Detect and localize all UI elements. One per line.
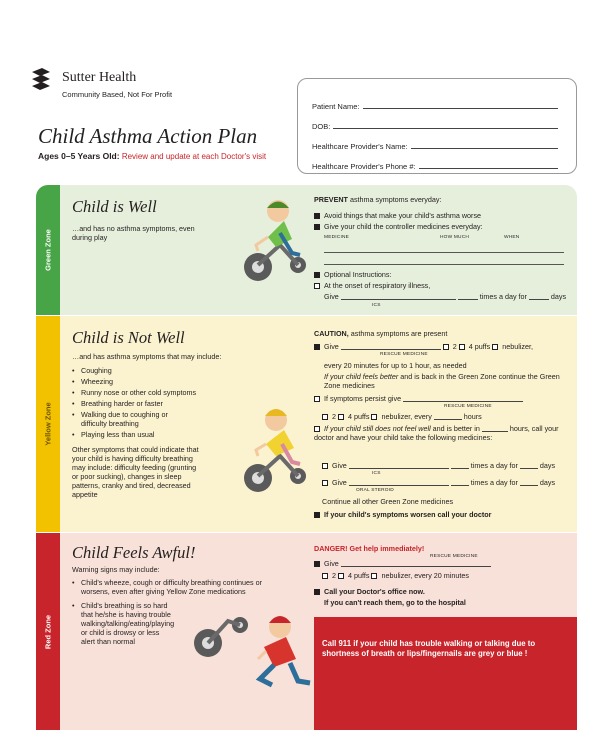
green-col-how-much: HOW MUCH (440, 235, 470, 240)
red-hospital: If you can't reach them, go to the hospital (324, 598, 466, 607)
yellow-worsen: If your child's symptoms worsen call your doctor (314, 510, 491, 519)
red-options: 2 4 puffs nebulizer, every 20 minutes (322, 571, 469, 580)
green-zone-right (314, 185, 577, 315)
age-range: Ages 0–5 Years Old: (38, 151, 120, 161)
green-zone-desc: …and has no asthma symptoms, even during play (72, 224, 195, 242)
warning-sign-item: • Child's wheeze, cough or difficulty breathing continues or worsens, even after giving Yellow Zone medications (81, 578, 281, 596)
green-zone-band (36, 185, 60, 315)
org-name: Sutter Health (62, 70, 137, 85)
symptom-item: • Playing less than usual (81, 430, 211, 439)
green-med-line-1[interactable] (324, 252, 564, 253)
bullet-square-icon (314, 272, 320, 278)
green-zone-left (60, 185, 314, 315)
yellow-zone-right (314, 316, 577, 532)
subtitle (38, 151, 266, 161)
patient-name-label: Patient Name: (312, 102, 360, 111)
yellow-if-better: If your child feels better and is back in the Green Zone continue the Green Zone medicines (324, 372, 560, 390)
green-ics-label: ICS (372, 303, 381, 308)
bullet-square-icon (314, 213, 320, 219)
yellow-persist: If symptoms persist give (314, 394, 523, 403)
yellow-continue: Continue all other Green Zone medicines (322, 497, 454, 506)
patient-info-box (297, 78, 577, 174)
provider-phone-field[interactable] (419, 161, 558, 169)
red-zone-label: Red Zone (43, 614, 53, 649)
symptom-item: • Wheezing (81, 377, 211, 386)
checkbox[interactable] (314, 283, 320, 289)
yellow-every20: every 20 minutes for up to 1 hour, as needed (324, 361, 467, 370)
yellow-oral-steroid-label: ORAL STEROID (356, 488, 394, 493)
green-optional: Optional Instructions: (314, 270, 392, 279)
green-heading: PREVENT asthma symptoms everyday: (314, 195, 442, 204)
green-avoid: Avoid things that make your child's asthma worse (314, 211, 481, 220)
provider-name-row (312, 131, 576, 151)
sutter-health-logo-icon (28, 66, 54, 92)
green-give-row: Give times a day for days (324, 292, 567, 301)
red-zone-left (60, 533, 314, 730)
provider-phone-label: Healthcare Provider's Phone #: (312, 162, 416, 171)
yellow-zone-left (60, 316, 314, 532)
page-title: Child Asthma Action Plan (38, 124, 258, 148)
red-zone-band (36, 533, 60, 730)
call-911-text: Call 911 if your child has trouble walking or talking due to shortness of breath or lips/fingernails are grey or blue ! (322, 639, 536, 658)
child-fallen-off-tricycle-icon (178, 595, 316, 691)
warning-sign-item: • Child's breathing is so hard that he/she is having trouble walking/talking/eating/playing or child is drowsy or less alert than normal (81, 601, 171, 646)
call-911-box (314, 617, 577, 730)
org-tagline: Community Based, Not For Profit (62, 90, 173, 99)
green-med-line-2[interactable] (324, 264, 564, 265)
yellow-not-well: If your child still does not feel well and is better in hours, call your doctor and have your child take the following medicines: (314, 424, 559, 442)
red-zone-desc: Warning signs may include: (72, 565, 160, 574)
provider-name-label: Healthcare Provider's Name: (312, 142, 408, 151)
green-zone-label: Green Zone (43, 229, 53, 271)
red-zone-title: Child Feels Awful! (72, 543, 196, 562)
yellow-zone-desc: …and has asthma symptoms that may include: (72, 352, 222, 361)
yellow-zone-label: Yellow Zone (43, 402, 53, 446)
review-note: Review and update at each Doctor's visit (121, 152, 267, 161)
child-on-tricycle-sick-icon (236, 386, 316, 496)
yellow-oral-row: Give times a day for days (322, 478, 555, 487)
yellow-give-row: Give 2 4 puffs nebulizer, (314, 342, 533, 351)
patient-name-row (312, 91, 576, 111)
red-zone (36, 532, 577, 730)
yellow-heading: CAUTION, asthma symptoms are present (314, 329, 448, 338)
red-call-office: Call your Doctor's office now. (314, 587, 425, 596)
yellow-zone-title: Child is Not Well (72, 328, 185, 347)
red-give-row: Give (314, 559, 491, 568)
bullet-square-icon (314, 512, 320, 518)
action-plan (36, 185, 577, 730)
provider-phone-row (312, 151, 576, 171)
bullet-square-icon (314, 589, 320, 595)
yellow-other-symptoms: Other symptoms that could indicate that your child is having difficulty breathing may include: difficulty feeding (grunting or poor sucking), changes in sleep patterns, cranky and tired, decreased appetite (72, 445, 199, 499)
yellow-ics-row: Give times a day for days (322, 461, 555, 470)
symptom-item: • Runny nose or other cold symptoms (81, 388, 211, 397)
dob-row (312, 111, 576, 131)
red-heading: DANGER! Get help immediately! (314, 544, 425, 553)
green-col-medicine: MEDICINE (324, 235, 350, 240)
red-rescue-label: RESCUE MEDICINE (430, 554, 478, 559)
green-onset[interactable]: At the onset of respiratory illness, (314, 281, 430, 290)
symptom-item: • Breathing harder or faster (81, 399, 211, 408)
dob-field[interactable] (333, 121, 558, 129)
yellow-persist-options: 2 4 puffs nebulizer, every hours (322, 412, 482, 421)
green-zone (36, 185, 577, 315)
yellow-rescue-label-2: RESCUE MEDICINE (444, 404, 492, 409)
symptom-item: • Coughing (81, 366, 211, 375)
child-on-tricycle-happy-icon (232, 193, 316, 285)
bullet-square-icon (314, 561, 320, 567)
yellow-zone (36, 315, 577, 532)
patient-name-field[interactable] (363, 101, 558, 109)
yellow-rescue-label: RESCUE MEDICINE (380, 352, 428, 357)
bullet-square-icon (314, 344, 320, 350)
dob-label: DOB: (312, 122, 331, 131)
yellow-zone-band (36, 316, 60, 532)
yellow-ics-label: ICS (372, 471, 381, 476)
green-zone-title: Child is Well (72, 197, 157, 216)
green-col-when: WHEN (504, 235, 520, 240)
symptom-item: • Walking due to coughing or difficulty breathing (81, 410, 176, 428)
bullet-square-icon (314, 224, 320, 230)
provider-name-field[interactable] (411, 141, 558, 149)
green-give-controller: Give your child the controller medicines everyday: (314, 222, 483, 231)
